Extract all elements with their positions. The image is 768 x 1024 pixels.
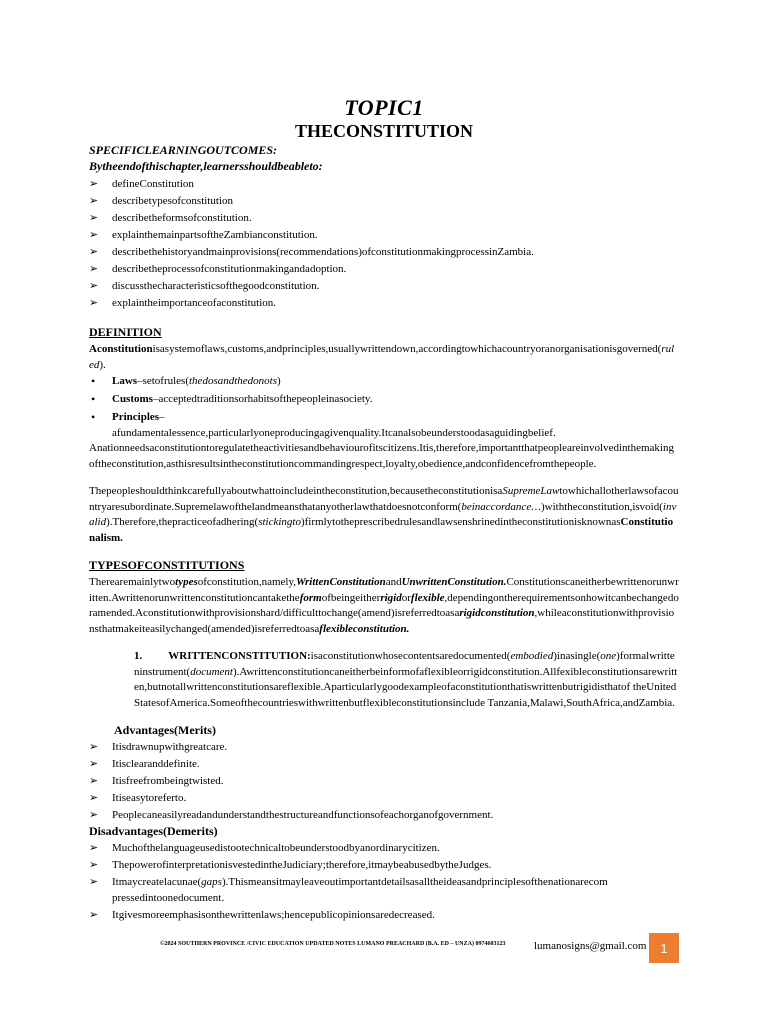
- arrow-bullet-icon: ➢: [89, 792, 99, 804]
- arrow-bullet-icon: ➢: [89, 909, 99, 921]
- arrow-bullet-icon: ➢: [89, 758, 99, 770]
- arrow-bullet-icon: ➢: [89, 280, 99, 292]
- list-item: ➢ defineConstitution: [89, 176, 534, 193]
- list-item: ➢ Itgivesmoreemphasisonthewrittenlaws;hencepublicopinionsaredecreased.: [89, 907, 608, 924]
- bullet-icon: •: [91, 392, 96, 406]
- chapter-title: THECONSTITUTION: [294, 121, 474, 141]
- definition-paragraph-2: Anationneedsaconstitutiontoregulatetheactivitiesandbehaviourofitscitizens.Itis,therefore,importantthatpeopleareinvolvedinthemakingoftheconstitution,asthisresultsintheconstitutioncommandingrespect,loyalty,obedience,andconfidencefromthepeople.: [89, 442, 674, 470]
- disadvantages-heading: Disadvantages(Demerits): [89, 824, 218, 838]
- arrow-bullet-icon: ➢: [89, 195, 99, 207]
- definition-terms-list: [89, 373, 372, 426]
- list-item: • Laws–setofrules(thedosandthedonots): [91, 374, 281, 388]
- arrow-bullet-icon: ➢: [89, 809, 99, 821]
- list-item: ➢ describetheprocessofconstitutionmakingandadoption.: [89, 261, 534, 278]
- list-item: ➢ ThepowerofinterpretationisvestedintheJudiciary;therefore,itmaybeabusedbytheJudges.: [89, 857, 608, 874]
- footer-email: lumanosigns@gmail.com: [534, 940, 647, 952]
- footer-copyright: ©2024 SOUTHERN PROVINCE /CIVIC EDUCATION UPDATED NOTES LUMANO PREACHARD (B.A. ED – UNZA) 0974603123: [160, 941, 506, 947]
- bullet-icon: •: [91, 410, 96, 424]
- arrow-bullet-icon: ➢: [89, 876, 99, 888]
- bullet-icon: •: [91, 374, 96, 388]
- list-item: ➢ explainthemainpartsoftheZambianconstitution.: [89, 227, 534, 244]
- list-item: ➢ describethehistoryandmainprovisions(recommendations)ofconstitutionmakingprocessinZambia.: [89, 244, 534, 261]
- types-paragraph: Therearemainlytwotypesofconstitution,namely,WrittenConstitutionandUnwrittenConstitution.Constitutionscaneitherbewrittenorunwritten.Awrittenorunwrittenconstitutioncantaketheformofbeingeitherrigidorflexible,dependingontherequirementsonhowitcanbechangedoramended.Aconstitutionwithprovisionshard/difficulttochange(amend)isreferredtoasarigidconstitution,whileaconstitutionwithprovisionsthatmakeiteasilychanged(amended)isreferredtoasaflexibleconstitution.: [89, 576, 679, 635]
- slo-intro: Bytheendofthischapter,learnersshouldbeableto:: [89, 159, 323, 173]
- arrow-bullet-icon: ➢: [89, 178, 99, 190]
- list-item: ➢ Itisfreefrombeingtwisted.: [89, 773, 493, 790]
- written-constitution-paragraph: 1. WRITTENCONSTITUTION:isaconstitutionwhosecontentsaredocumented(embodied)inasingle(one)formalwritteninstrument(document).Awrittenconstitutioncaneitherbeinformofaflexibleorrigidconstitution.Allfexibleconstitutionsarewritten,butnotallwrittenconstitutionsareflexible.Aparticularlygoodexampleofaconstitutionthatiswrittenbutrigidisthatof theUnitedStatesofAmerica.Someofthecountrieswithwrittenbutflexibleconstitutionsinclude Tanzania,Malawi,SouthAfrica,andZambia.: [134, 650, 678, 709]
- list-item: • Principles–: [91, 410, 165, 424]
- advantages-heading: Advantages(Merits): [114, 723, 216, 737]
- arrow-bullet-icon: ➢: [89, 263, 99, 275]
- principles-definition: afundamentalessence,particularlyoneproducingagivenquality.Itcanalsobeunderstoodasaguidingbelief.: [112, 427, 556, 439]
- list-item: ➢ Itmaycreatelacunae(gaps).Thismeansitmayleaveoutimportantdetailsasalltheideasandprinciplesofthenationarecom pressedintoonedocument.: [89, 876, 608, 904]
- definition-paragraph-3: Thepeopleshouldthinkcarefullyaboutwhattoincludeintheconstitution,becausetheconstitutionisaSupremeLawtowhichallotherlawsofacountryaresubordinate.Supremelawofthelandmeansthatanyotherlawthatdoesnotconform(beinaccordance…)withtheconstitution,isvoid(invalid).Therefore,thepracticeofadhering(stickingto)firmlytotheprescribedrulesandlawsenshrinedintheconstitutionisknownasConstitutionalism.: [89, 485, 679, 544]
- list-item: ➢ Itiseasytoreferto.: [89, 790, 493, 807]
- arrow-bullet-icon: ➢: [89, 297, 99, 309]
- list-item: ➢ discussthecharacteristicsofthegoodconstitution.: [89, 278, 534, 295]
- arrow-bullet-icon: ➢: [89, 212, 99, 224]
- list-item: • Customs–acceptedtraditionsorhabitsofthepeopleinasociety.: [91, 392, 373, 406]
- list-item: ➢ Itisclearanddefinite.: [89, 756, 493, 773]
- list-item: ➢ Itisdrawnupwithgreatcare.: [89, 739, 493, 756]
- slo-list: [89, 176, 534, 312]
- list-item: ➢ explaintheimportanceofaconstitution.: [89, 295, 534, 312]
- list-item: ➢ describetheformsofconstitution.: [89, 210, 534, 227]
- list-item: ➢ Muchofthelanguageusedistootechnicaltobeunderstoodbyanordinarycitizen.: [89, 840, 608, 857]
- page-number-badge: 1: [649, 933, 679, 963]
- types-heading: TYPESOFCONSTITUTIONS: [89, 558, 245, 572]
- arrow-bullet-icon: ➢: [89, 229, 99, 241]
- advantages-list: [89, 739, 493, 824]
- arrow-bullet-icon: ➢: [89, 741, 99, 753]
- arrow-bullet-icon: ➢: [89, 246, 99, 258]
- slo-heading: SPECIFICLEARNINGOUTCOMES:: [89, 143, 278, 157]
- arrow-bullet-icon: ➢: [89, 859, 99, 871]
- disadvantages-list: [89, 840, 608, 924]
- topic-title: TOPIC1: [344, 95, 424, 120]
- definition-paragraph: Aconstitutionisasystemoflaws,customs,andprinciples,usuallywrittendown,accordingtowhichacountryoranorganisationisgoverned(ruled).: [89, 343, 675, 371]
- list-item: ➢ Peoplecaneasilyreadandunderstandthestructureandfunctionsofeachorganofgovernment.: [89, 807, 493, 824]
- list-item: ➢ describetypesofconstitution: [89, 193, 534, 210]
- definition-heading: DEFINITION: [89, 325, 162, 339]
- arrow-bullet-icon: ➢: [89, 775, 99, 787]
- arrow-bullet-icon: ➢: [89, 842, 99, 854]
